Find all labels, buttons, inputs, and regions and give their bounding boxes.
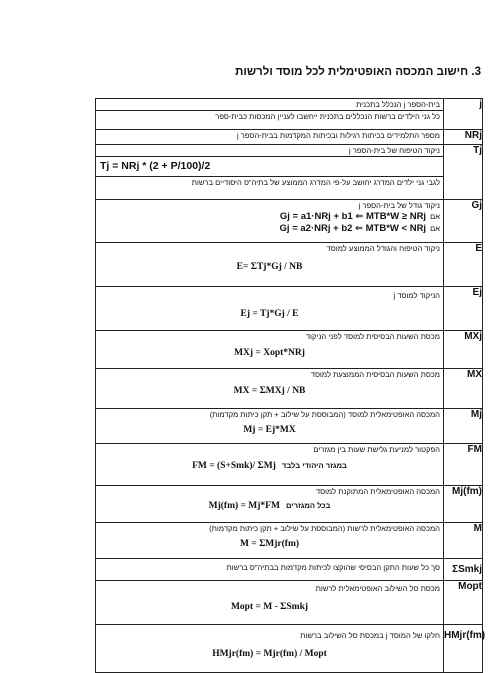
table-row xyxy=(96,581,483,625)
definition-text: חלקו של המוסד j במכסת סל השילוב ברשות xyxy=(300,631,440,640)
definition-text: כל גני הילדים ברשות הנכללים בתכנית ייחשבו לעניין המכסות כבית-ספר xyxy=(215,112,440,122)
symbol: Mj xyxy=(444,409,483,444)
table-row xyxy=(96,559,483,581)
formula-note: במגזר היהודי בלבד xyxy=(281,461,347,471)
definition-text: בית-הספר j הנכלל בתכנית xyxy=(96,99,443,111)
formula-condition-word: אם xyxy=(430,212,440,222)
formula: M = ΣMjr(fm) xyxy=(239,539,300,550)
formula-case xyxy=(96,211,443,223)
table-row xyxy=(96,243,483,287)
page-title: 3. חישוב המכסה האופטימלית לכל מוסד ולרשות xyxy=(235,66,481,78)
symbol: NRj xyxy=(444,130,483,145)
definition-text: המכסה האופטימאלית המתוקנת למוסד xyxy=(315,487,440,496)
symbol: MX xyxy=(444,369,483,409)
symbol: MXj xyxy=(444,331,483,369)
formula: HMjr(fm) = Mjr(fm) / Mopt xyxy=(212,649,327,660)
definition-text: מכסת השעות הבסיסית הממוצעת למוסד xyxy=(310,370,440,379)
table-row xyxy=(96,625,483,673)
formula-case xyxy=(96,223,443,235)
formula: Gj = a1·NRj + b1 ⇐ MTB*W ≥ NRj xyxy=(279,211,427,223)
symbol: E xyxy=(444,243,483,287)
symbol: ΣSmkj xyxy=(444,559,483,581)
formula: MXj = Xopt*NRj xyxy=(234,348,305,359)
table-row xyxy=(96,523,483,559)
definition-text: מכסת השעות הבסיסית למוסד לפני הניקוד xyxy=(305,332,440,341)
definition-text: הפקטור למניעת גלישת שעות בין מגזרים xyxy=(313,445,440,454)
formula: E= ΣTj*Gj / NB xyxy=(236,262,303,273)
formula: Gj = a2·NRj + b2 ⇐ MTB*W < NRj xyxy=(279,223,427,235)
table-row xyxy=(96,287,483,331)
formula-condition-word: אם xyxy=(430,224,440,234)
definition-text: מספר התלמידים בכיתות רגילות ובכיתות המקדמות בבית-הספר j xyxy=(236,131,440,140)
definition-text: סך כל שעות התקן הבסיסי שהוקצו לכיתות מקדמות בבתיה"ס ברשות xyxy=(226,563,440,572)
symbol: j xyxy=(444,99,483,130)
formula: Mj(fm) = Mj*FM xyxy=(208,501,280,512)
table-row xyxy=(96,369,483,409)
symbol: Mj(fm) xyxy=(444,486,483,523)
symbol: Ej xyxy=(444,287,483,331)
definition-text: המכסה האופטימאלית למוסד (המבוססת על שילוב + תקן כיתות מקדמות) xyxy=(209,410,440,419)
formula: FM = (S+Smk)/ ΣMj xyxy=(192,461,276,472)
definition-text: הניקוד למוסד j xyxy=(393,291,440,300)
symbol: Gj xyxy=(444,200,483,243)
definition-text: ניקוד גודל של בית-הספר j xyxy=(358,201,440,210)
formula: Mopt = M - ΣSmkj xyxy=(230,602,309,613)
formula: MX = ΣMXj / NB xyxy=(233,386,306,397)
formula: Mj = Ej*MX xyxy=(243,425,296,436)
symbol: Tj xyxy=(444,145,483,200)
definition-text: לגבי גני ילדים המדרג יחושב על-פי המדרג הממוצע של בתיה"ס היסודיים ברשות xyxy=(191,177,440,187)
formula-note: בכל המגזרים xyxy=(285,501,331,511)
table-row xyxy=(96,444,483,486)
table-row xyxy=(96,200,483,243)
formula: Tj = NRj * (2 + P/100)/2 xyxy=(96,157,443,176)
definitions-table xyxy=(95,98,486,673)
table-row xyxy=(96,486,483,523)
definition-text: ניקוד הטיפוח של בית-הספר j xyxy=(96,145,443,157)
symbol: Mopt xyxy=(444,581,483,625)
symbol: M xyxy=(444,523,483,559)
definition-text: ניקוד הטיפוח והגודל הממוצע למוסד xyxy=(326,244,440,253)
table-row xyxy=(96,331,483,369)
formula: Ej = Tj*Gj / E xyxy=(240,309,299,320)
symbol: HMjr(fm) xyxy=(444,625,483,673)
table-row xyxy=(96,130,483,145)
definition-text: מכסת סל השילוב האופטימאלית לרשות xyxy=(315,584,440,593)
symbol: FM xyxy=(444,444,483,486)
table-row xyxy=(96,409,483,444)
table-row xyxy=(96,145,483,200)
table-row xyxy=(96,99,483,130)
definition-text: המכסה האופטימאלית לרשות (המבוססת על שילוב + תקן כיתות מקדמות) xyxy=(209,524,440,533)
